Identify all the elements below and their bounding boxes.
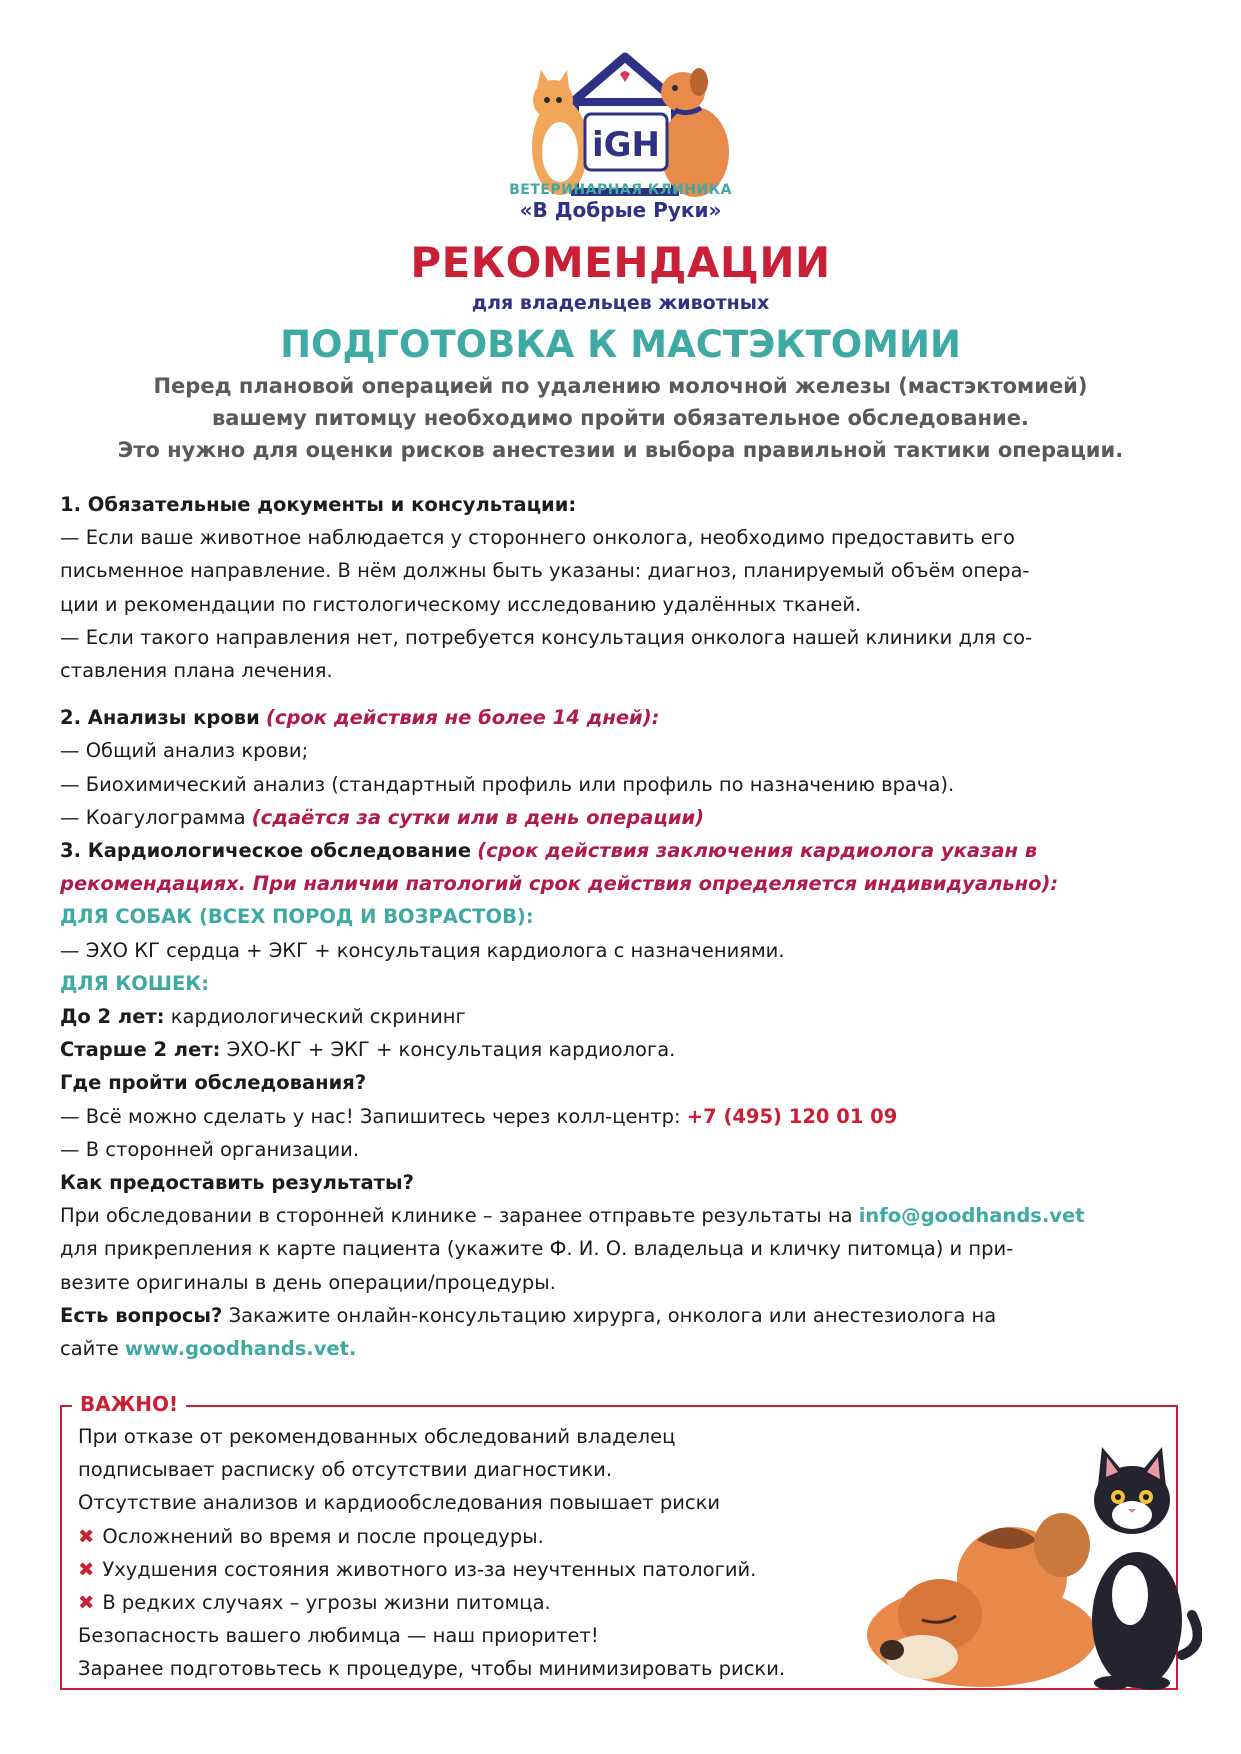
section2-heading-row bbox=[60, 701, 1190, 734]
section2-item1: — Общий анализ крови; bbox=[60, 739, 309, 763]
section2-note: (срок действия не более 14 дней): bbox=[265, 706, 660, 730]
cats-over2-label: Старше 2 лет: bbox=[60, 1038, 221, 1062]
intro-line: Перед плановой операцией по удалению молочной железы (мастэктомией) bbox=[153, 374, 1088, 398]
important-line3: Отсутствие анализов и кардиообследования повышает риски bbox=[78, 1491, 721, 1515]
where-heading: Где пройти обследования? bbox=[60, 1071, 367, 1095]
email-link[interactable]: info@goodhands.vet bbox=[858, 1204, 1085, 1228]
logo-line1: ВЕТЕРИНАРНАЯ КЛИНИКА bbox=[509, 182, 732, 198]
risk-item bbox=[78, 1520, 938, 1553]
questions-line2: сайте bbox=[60, 1337, 119, 1361]
where-item1-row bbox=[60, 1100, 1190, 1133]
section2-item3-note: (сдаётся за сутки или в день операции) bbox=[251, 805, 705, 829]
intro-line: Это нужно для оценки рисков анестезии и выбора правильной тактики операции. bbox=[117, 438, 1124, 462]
cross-mark-icon: ✖ bbox=[78, 1557, 95, 1581]
page-subtitle: для владельцев животных bbox=[471, 292, 770, 314]
intro-text bbox=[0, 370, 1241, 466]
questions-line1-row bbox=[60, 1299, 1190, 1332]
section2-heading: 2. Анализы крови bbox=[60, 706, 260, 730]
dogs-heading: ДЛЯ СОБАК (ВСЕХ ПОРОД И ВОЗРАСТОВ): bbox=[60, 905, 534, 929]
important-line4: Безопасность вашего любимца — наш приоритет! bbox=[78, 1624, 599, 1648]
important-line1: При отказе от рекомендованных обследований владелец bbox=[78, 1425, 676, 1448]
cats-over2-row bbox=[60, 1033, 1190, 1066]
cat-and-dog-illustration bbox=[862, 1445, 1202, 1690]
section3-note-line2: рекомендациях. При наличии патологий срок действия определяется индивидуально): bbox=[60, 872, 1059, 896]
page-topic: ПОДГОТОВКА К МАСТЭКТОМИИ bbox=[280, 323, 961, 366]
cats-under2-label: До 2 лет: bbox=[60, 1005, 165, 1029]
risk-item-text: Ухудшения состояния животного из-за неучтенных патологий. bbox=[102, 1557, 757, 1581]
risk-item-text: В редких случаях – угрозы жизни питомца. bbox=[102, 1591, 551, 1615]
dogs-item: — ЭХО КГ сердца + ЭКГ + консультация кардиолога с назначениями. bbox=[60, 938, 785, 962]
logo-line2: «В Добрые Руки» bbox=[519, 198, 722, 222]
results-line1: При обследовании в сторонней клинике – заранее отправьте результаты на bbox=[60, 1204, 853, 1228]
important-label: ВАЖНО! bbox=[72, 1390, 186, 1418]
results-heading: Как предоставить результаты? bbox=[60, 1171, 414, 1195]
important-line5: Заранее подготовьтесь к процедуре, чтобы минимизировать риски. bbox=[78, 1657, 786, 1681]
risk-item bbox=[78, 1586, 938, 1619]
section3-heading-row bbox=[60, 834, 1190, 867]
intro-line: вашему питомцу необходимо пройти обязательное обследование. bbox=[212, 406, 1029, 430]
logo-monogram: iGH bbox=[591, 125, 661, 165]
section3-note-line1: (срок действия заключения кардиолога указан в bbox=[477, 839, 1038, 863]
section1-item2-line2: ставления плана лечения. bbox=[60, 659, 333, 683]
risk-item bbox=[78, 1553, 938, 1586]
section2-item3: — Коагулограмма bbox=[60, 805, 246, 829]
website-link[interactable]: www.goodhands.vet. bbox=[124, 1337, 357, 1361]
questions-line1: Закажите онлайн-консультацию хирурга, онколога или анестезиолога на bbox=[228, 1303, 997, 1327]
where-item2: — В сторонней организации. bbox=[60, 1137, 360, 1161]
page-title: РЕКОМЕНДАЦИИ bbox=[410, 238, 831, 287]
section2-item2: — Биохимический анализ (стандартный профиль или профиль по назначению врача). bbox=[60, 772, 955, 796]
results-line2: для прикрепления к карте пациента (укажите Ф. И. О. владельца и кличку питомца) и при- bbox=[60, 1237, 1014, 1261]
section2-item3-row bbox=[60, 801, 1190, 834]
important-text bbox=[78, 1420, 938, 1686]
cats-under2-row bbox=[60, 1000, 1190, 1033]
section3-heading: 3. Кардиологическое обследование bbox=[60, 839, 472, 863]
risk-item-text: Осложнений во время и после процедуры. bbox=[102, 1524, 544, 1548]
section1-item1-line1: — Если ваше животное наблюдается у стороннего онколога, необходимо предоставить его bbox=[60, 526, 1015, 550]
cats-heading: ДЛЯ КОШЕК: bbox=[60, 971, 210, 995]
section1-heading: 1. Обязательные документы и консультации: bbox=[60, 493, 577, 516]
section1-item2-line1: — Если такого направления нет, потребуется консультация онколога нашей клиники для со- bbox=[60, 625, 1033, 649]
questions-label: Есть вопросы? bbox=[60, 1303, 223, 1327]
questions-line2-row bbox=[60, 1332, 1190, 1365]
section1-item1-line3: ции и рекомендации по гистологическому исследованию удалённых тканей. bbox=[60, 592, 862, 616]
results-line3: везите оригиналы в день операции/процедуры. bbox=[60, 1270, 556, 1294]
phone-link[interactable]: +7 (495) 120 01 09 bbox=[686, 1104, 898, 1128]
where-item1: — Всё можно сделать у нас! Запишитесь через колл-центр: bbox=[60, 1104, 681, 1128]
cross-mark-icon: ✖ bbox=[78, 1591, 95, 1615]
results-line1-row bbox=[60, 1199, 1190, 1232]
cross-mark-icon: ✖ bbox=[78, 1524, 95, 1548]
cats-under2-text: кардиологический скрининг bbox=[170, 1005, 466, 1029]
cats-over2-text: ЭХО-КГ + ЭКГ + консультация кардиолога. bbox=[226, 1038, 676, 1062]
important-line2: подписывает расписку об отсутствии диагностики. bbox=[78, 1458, 613, 1482]
main-content bbox=[60, 488, 1190, 1365]
section1-item1-line2: письменное направление. В нём должны быть указаны: диагноз, планируемый объём опера- bbox=[60, 559, 1030, 583]
